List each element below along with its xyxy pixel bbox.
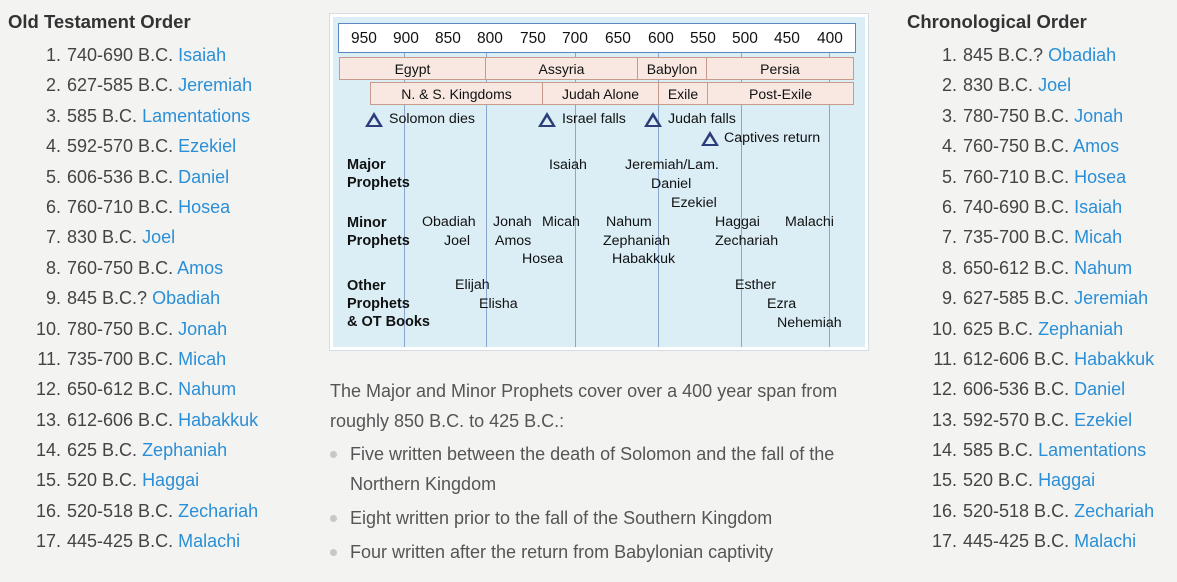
prophet-joel: Joel [444, 233, 471, 249]
list-item: 7. 735-700 B.C. Micah [941, 227, 1123, 248]
book-link-haggai[interactable]: Haggai [1038, 470, 1096, 491]
event-triangle-icon [538, 112, 556, 127]
list-item: 15. 520 B.C. Haggai [35, 470, 200, 491]
prophet-zechariah: Zechariah [715, 233, 779, 249]
book-link-daniel[interactable]: Daniel [1074, 379, 1126, 400]
list-item: 16. 520-518 B.C. Zechariah [35, 500, 259, 521]
list-item: 12. 606-536 B.C. Daniel [931, 379, 1126, 400]
book-link-amos[interactable]: Amos [1073, 136, 1120, 157]
bullet-icon [330, 549, 337, 556]
book-link-ezekiel[interactable]: Ezekiel [1074, 409, 1133, 430]
book-link-micah[interactable]: Micah [1074, 227, 1123, 248]
list-item: 14. 625 B.C. Zephaniah [35, 440, 228, 461]
book-link-ezekiel[interactable]: Ezekiel [178, 136, 237, 157]
event-triangle-icon [644, 112, 662, 127]
category-major-prophets: Major Prophets [347, 157, 410, 191]
list-item: 12. 650-612 B.C. Nahum [35, 379, 237, 400]
book-link-lamentations[interactable]: Lamentations [1038, 440, 1147, 461]
list-item: 9. 845 B.C.? Obadiah [45, 288, 221, 309]
book-link-micah[interactable]: Micah [178, 348, 227, 369]
bullet-icon [330, 515, 337, 522]
prophet-obadiah: Obadiah [422, 214, 476, 230]
year-label: 850 [435, 30, 461, 47]
prophet-isaiah: Isaiah [549, 157, 587, 173]
category-minor-prophets: Minor Prophets [347, 215, 410, 249]
year-label: 700 [562, 30, 588, 47]
event-judah-falls: Judah falls [668, 111, 736, 127]
list-item: Four written after the return from Babylonian captivity [330, 537, 890, 567]
list-item: 13. 592-570 B.C. Ezekiel [931, 409, 1133, 430]
event-israel-falls: Israel falls [562, 111, 626, 127]
list-item: 6. 740-690 B.C. Isaiah [941, 196, 1123, 217]
book-link-zechariah[interactable]: Zechariah [178, 500, 259, 521]
list-item: 2. 627-585 B.C. Jeremiah [45, 75, 253, 96]
period-post-exile: Post-Exile [707, 82, 854, 105]
book-link-jonah[interactable]: Jonah [178, 318, 228, 339]
prophets-timeline-figure [329, 13, 869, 351]
book-nehemiah: Nehemiah [777, 315, 842, 331]
year-label: 600 [648, 30, 674, 47]
prophet-amos: Amos [495, 233, 532, 249]
year-label: 750 [520, 30, 546, 47]
book-link-zephaniah[interactable]: Zephaniah [1038, 318, 1124, 339]
period-kingdoms: N. & S. Kingdoms [370, 82, 543, 105]
book-link-haggai[interactable]: Haggai [142, 470, 200, 491]
prophet-hosea: Hosea [522, 251, 564, 267]
list-item: 3. 780-750 B.C. Jonah [941, 105, 1124, 126]
prophet-daniel: Daniel [651, 176, 692, 192]
book-link-zechariah[interactable]: Zechariah [1074, 500, 1155, 521]
book-link-obadiah[interactable]: Obadiah [1048, 45, 1117, 65]
book-link-lamentations[interactable]: Lamentations [142, 105, 251, 126]
list-item: 15. 520 B.C. Haggai [931, 470, 1096, 491]
prophet-haggai: Haggai [715, 214, 760, 230]
book-link-nahum[interactable]: Nahum [1074, 257, 1133, 278]
book-link-habakkuk[interactable]: Habakkuk [178, 409, 259, 430]
event-triangle-icon [701, 131, 719, 146]
period-exile: Exile [658, 82, 708, 105]
book-link-jeremiah[interactable]: Jeremiah [178, 75, 253, 96]
event-solomon-dies: Solomon dies [389, 111, 475, 127]
prophet-jonah: Jonah [493, 214, 532, 230]
prophet-zephaniah: Zephaniah [603, 233, 671, 249]
book-link-malachi[interactable]: Malachi [1074, 531, 1137, 552]
description-bullets [330, 439, 890, 567]
year-scale [338, 23, 856, 53]
book-link-obadiah[interactable]: Obadiah [152, 288, 221, 309]
era-egypt: Egypt [339, 57, 486, 80]
prophet-jeremiah-lam: Jeremiah/Lam. [625, 157, 719, 173]
list-item: 17. 445-425 B.C. Malachi [35, 531, 241, 552]
era-assyria: Assyria [485, 57, 638, 80]
list-item: 16. 520-518 B.C. Zechariah [931, 500, 1155, 521]
list-item: Five written between the death of Solomon and the fall of the Northern Kingdom [330, 439, 890, 499]
list-item: 4. 760-750 B.C. Amos [941, 136, 1120, 157]
prophet-malachi: Malachi [785, 214, 834, 230]
book-esther: Esther [735, 277, 777, 293]
book-link-jeremiah[interactable]: Jeremiah [1074, 288, 1149, 309]
list-item: 11. 612-606 B.C. Habakkuk [933, 348, 1155, 369]
era-persia: Persia [706, 57, 854, 80]
list-item: 8. 760-750 B.C. Amos [45, 257, 224, 278]
prophet-micah: Micah [542, 214, 580, 230]
list-item: 2. 830 B.C. Joel [941, 75, 1072, 96]
event-captives-return: Captives return [724, 130, 821, 146]
list-item: 5. 606-536 B.C. Daniel [45, 166, 230, 187]
prophets-description [330, 376, 890, 571]
book-ezra: Ezra [767, 296, 797, 312]
book-link-daniel[interactable]: Daniel [178, 166, 230, 187]
prophet-nahum: Nahum [606, 214, 652, 230]
chronological-order-list [904, 40, 1154, 557]
list-item: 14. 585 B.C. Lamentations [931, 440, 1147, 461]
bullet-icon [330, 451, 337, 458]
list-item: 17. 445-425 B.C. Malachi [931, 531, 1137, 552]
book-link-hosea[interactable]: Hosea [178, 196, 231, 217]
event-triangle-icon [365, 112, 383, 127]
book-elijah: Elijah [455, 277, 490, 293]
book-link-isaiah[interactable]: Isaiah [178, 45, 227, 65]
year-label: 950 [351, 30, 377, 47]
book-link-joel[interactable]: Joel [142, 227, 176, 248]
list-item: 3. 585 B.C. Lamentations [45, 105, 251, 126]
prophets-timeline [333, 17, 865, 347]
list-item: 1. 740-690 B.C. Isaiah [45, 45, 227, 65]
list-item: Eight written prior to the fall of the Southern Kingdom [330, 503, 890, 533]
book-link-nahum[interactable]: Nahum [178, 379, 237, 400]
book-link-isaiah[interactable]: Isaiah [1074, 196, 1123, 217]
list-item: 6. 760-710 B.C. Hosea [45, 196, 231, 217]
list-item: 11. 735-700 B.C. Micah [37, 348, 227, 369]
book-link-zephaniah[interactable]: Zephaniah [142, 440, 228, 461]
list-item: 1. 845 B.C.? Obadiah [941, 45, 1117, 65]
list-item: 5. 760-710 B.C. Hosea [941, 166, 1127, 187]
book-link-hosea[interactable]: Hosea [1074, 166, 1127, 187]
description-intro: The Major and Minor Prophets cover over a 400 year span from roughly 850 B.C. to 425 B.C.: [330, 381, 838, 431]
book-link-habakkuk[interactable]: Habakkuk [1074, 348, 1155, 369]
chronological-order-heading: Chronological Order [907, 11, 1087, 32]
year-label: 400 [817, 30, 843, 47]
category-other-books: Other Prophets & OT Books [347, 278, 430, 330]
book-link-jonah[interactable]: Jonah [1074, 105, 1124, 126]
list-item: 13. 612-606 B.C. Habakkuk [35, 409, 259, 430]
list-item: 10. 625 B.C. Zephaniah [931, 318, 1124, 339]
book-link-amos[interactable]: Amos [177, 257, 224, 278]
era-babylon: Babylon [637, 57, 707, 80]
book-elisha: Elisha [479, 296, 518, 312]
prophet-ezekiel: Ezekiel [671, 195, 717, 211]
prophet-habakkuk: Habakkuk [612, 251, 676, 267]
year-label: 650 [605, 30, 631, 47]
book-link-malachi[interactable]: Malachi [178, 531, 241, 552]
year-label: 900 [393, 30, 419, 47]
old-testament-order-list [8, 40, 258, 557]
year-label: 800 [477, 30, 503, 47]
list-item: 8. 650-612 B.C. Nahum [941, 257, 1133, 278]
list-item: 7. 830 B.C. Joel [45, 227, 176, 248]
list-item: 10. 780-750 B.C. Jonah [35, 318, 228, 339]
year-label: 500 [732, 30, 758, 47]
book-link-joel[interactable]: Joel [1038, 75, 1072, 96]
old-testament-order-heading: Old Testament Order [8, 11, 191, 32]
period-judah-alone: Judah Alone [542, 82, 659, 105]
list-item: 9. 627-585 B.C. Jeremiah [941, 288, 1149, 309]
list-item: 4. 592-570 B.C. Ezekiel [45, 136, 237, 157]
year-label: 550 [690, 30, 716, 47]
year-label: 450 [774, 30, 800, 47]
